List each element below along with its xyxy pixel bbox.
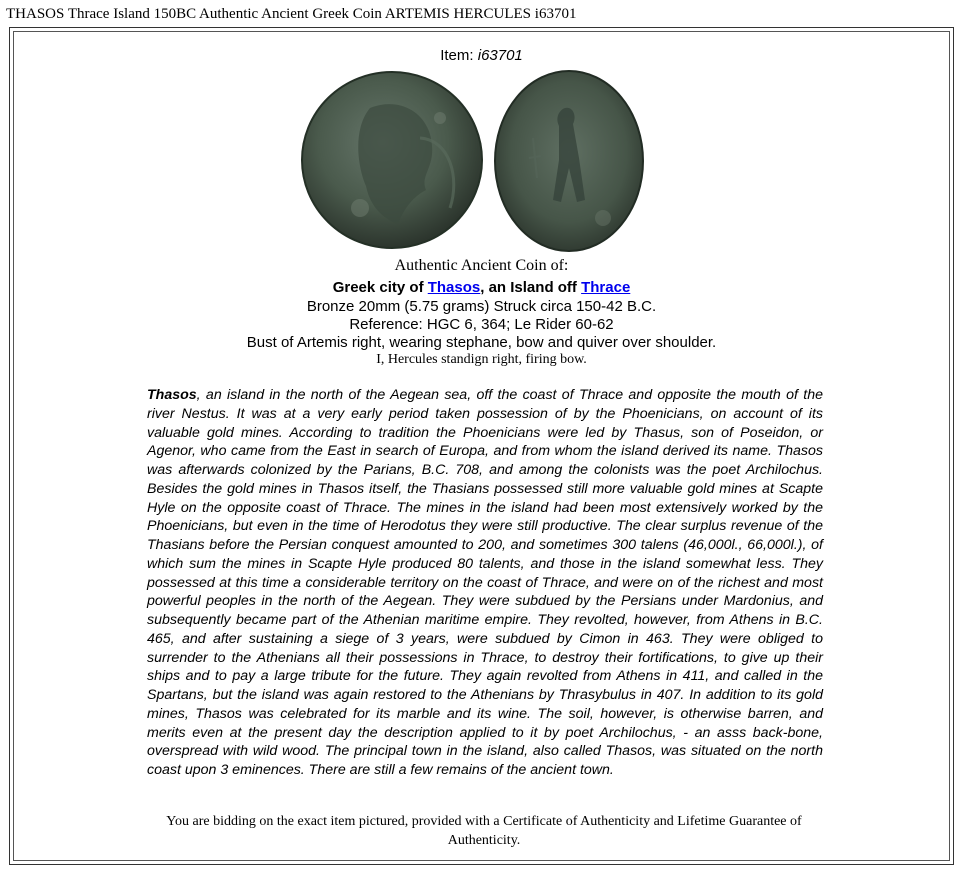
greek-city-middle: , an Island off [480,279,582,296]
listing-frame [9,27,954,865]
greek-city-prefix: Greek city of [332,279,428,296]
coin-bronze-line: Bronze 20mm (5.75 grams) Struck circa 150-42 B.C. [306,298,657,315]
coin-reverse-description: I, Hercules standign right, firing bow. [376,352,587,367]
coin-heading: Authentic Ancient Coin of: [394,257,569,274]
coin-reverse-image [493,68,645,254]
greek-city-line [14,279,949,296]
description-text: , an island in the north of the Aegean sea, off the coast of Thrace and opposite the mouth of the river Nestus. It was at a very early period taken possession of by the Phoenicians, on account of its valuable gold mines. According to tradition the Phoenicians were led by Thasus, son of Poseidon, or Agenor, who came from the East in search of Europa, and from whom the island derived its name. Thasos was afterwards colonized by the Parians, B.C. 708, and among the colonists was the poet Archilochus. Besides the gold mines in Thasos itself, the Thasians possessed still more valuable gold mines at Scapte Hyle on the opposite coast of Thrace. The mines in the island had been most extensively worked by the Phoenicians, but even in the time of Herodotus they were still productive. The clear surplus revenue of the Thasians before the Persian conquest amounted to 200, and sometimes 300 talens (46,000l., 66,000l.), of which sum the mines in Scapte Hyle produced 80 talents, and those in the island somewhat less. They possessed at this time a considerable territory on the coast of Thrace, and were on of the richest and most powerful peoples in the north of the Aegean. They were subdued by the Persians under Mardonius, and subsequently became part of the Athenian maritime empire. They revolted, however, from Athens in B.C. 465, and after sustaining a siege of 3 years, were subdued by Cimon in 463. They were obliged to surrender to the Athenians all their possessions in Thrace, to destroy their fortifications, to give up their ships and to pay a large tribute for the future. They again revolted from Athens in 411, and called in the Spartans, but the island was again restored to the Athenians by Thrasybulus in 407. In addition to its gold mines, Thasos was celebrated for its marble and its wine. The soil, however, is otherwise barren, and merits even at the present day the description applied to it by poet Archilochus, - an asss back-bone, overspread with wild wood. The principal town in the island, also called Thasos, was situated on the north coast upon 3 eminences. There are still a few remains of the ancient town. [147,387,823,778]
authenticity-footer: You are bidding on the exact item pictured, provided with a Certificate of Authenticity and Lifetime Guarantee of Authenticity. [166,814,802,848]
thasos-link[interactable]: Thasos [427,279,481,296]
coin-reference-line: Reference: HGC 6, 364; Le Rider 60-62 [349,316,614,333]
listing-inner-frame [13,31,950,861]
item-label: Item: [440,47,474,64]
item-number-line [14,47,949,64]
coin-obverse-description: Bust of Artemis right, wearing stephane, bow and quiver over shoulder. [246,334,717,351]
coin-obverse-image [300,68,484,252]
thrace-link[interactable]: Thrace [581,279,631,296]
historical-description [147,386,823,780]
description-term: Thasos [147,387,197,403]
page-title: THASOS Thrace Island 150BC Authentic Ancient Greek Coin ARTEMIS HERCULES i63701 [6,6,577,22]
item-id: i63701 [477,47,523,64]
